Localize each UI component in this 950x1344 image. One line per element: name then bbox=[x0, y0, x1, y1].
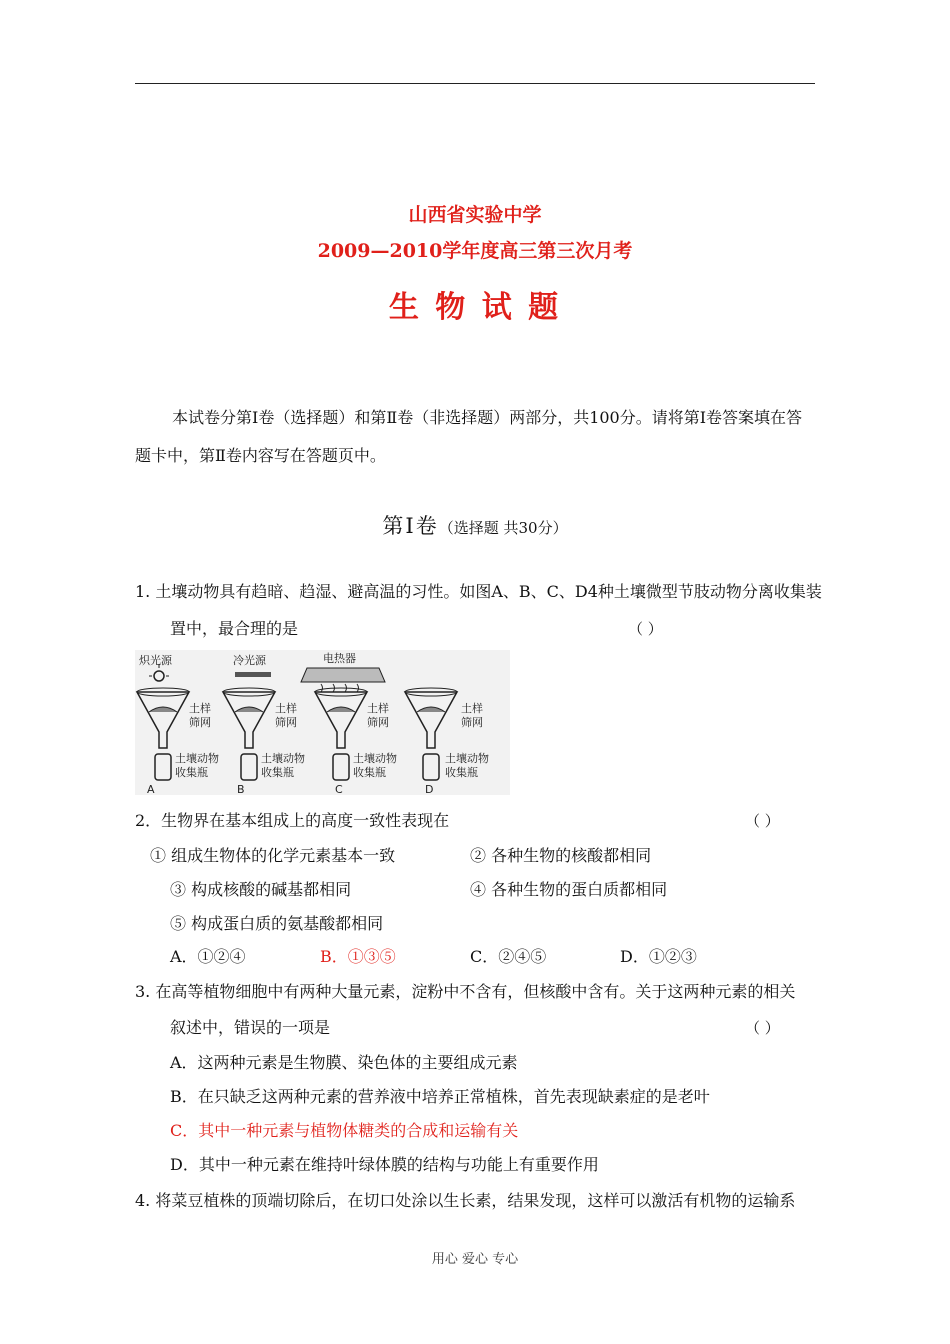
q2-option-a: A．①②④ bbox=[170, 947, 246, 966]
q2-statement-3: ③ 构成核酸的碱基都相同 bbox=[170, 880, 352, 899]
mesh-label-b: 筛网 bbox=[275, 716, 297, 729]
soil-label-b: 土样 bbox=[275, 702, 297, 715]
letter-b: B bbox=[237, 783, 245, 795]
heater-c-label: 电热器 bbox=[323, 652, 356, 665]
intro-line-2: 题卡中，第Ⅱ卷内容写在答题页中。 bbox=[135, 446, 386, 465]
q2-answer-paren: （ ） bbox=[745, 812, 780, 830]
page-footer: 用心 爱心 专心 bbox=[431, 1252, 519, 1267]
q1-line-2: 置中，最合理的是 bbox=[170, 619, 299, 638]
intro-line-1: 本试卷分第Ⅰ卷（选择题）和第Ⅱ卷（非选择题）两部分，共100分。请将第Ⅰ卷答案填在答 bbox=[172, 408, 803, 427]
exam-title: 2009—2010学年度高三第三次月考 bbox=[317, 240, 633, 262]
q1-apparatus-figure bbox=[135, 650, 510, 795]
q2-stem: 2．生物界在基本组成上的高度一致性表现在 bbox=[135, 811, 450, 830]
bottle-label-b2: 收集瓶 bbox=[261, 766, 294, 779]
q4-line-1: 4. 将菜豆植株的顶端切除后，在切口处涂以生长素，结果发现，这样可以激活有机物的运输系 bbox=[135, 1191, 796, 1210]
apparatus-b bbox=[223, 653, 305, 795]
apparatus-a bbox=[137, 653, 219, 795]
q1-answer-paren: （ ） bbox=[628, 620, 663, 638]
letter-a: A bbox=[147, 783, 155, 795]
q2-statement-4: ④ 各种生物的蛋白质都相同 bbox=[470, 880, 668, 899]
q2-option-c: C．②④⑤ bbox=[470, 947, 547, 966]
light-source-b-label: 冷光源 bbox=[233, 654, 266, 667]
q1-line-1: 1. 土壤动物具有趋暗、趋湿、避高温的习性。如图A、B、C、D4种土壤微型节肢动物分离收集装 bbox=[135, 582, 822, 601]
q3-option-c: C．其中一种元素与植物体糖类的合成和运输有关 bbox=[170, 1121, 519, 1140]
section-title-sub: （选择题 共30分） bbox=[438, 519, 568, 537]
q3-option-b: B．在只缺乏这两种元素的营养液中培养正常植株，首先表现缺素症的是老叶 bbox=[170, 1087, 710, 1106]
letter-d: D bbox=[425, 783, 434, 795]
soil-label-d: 土样 bbox=[461, 702, 483, 715]
bottle-label-b1: 土壤动物 bbox=[261, 752, 305, 765]
bottle-label-d2: 收集瓶 bbox=[445, 766, 478, 779]
school-name: 山西省实验中学 bbox=[408, 204, 542, 226]
mesh-label-d: 筛网 bbox=[461, 716, 483, 729]
letter-c: C bbox=[335, 783, 343, 795]
bottle-label-d1: 土壤动物 bbox=[445, 752, 489, 765]
apparatus-d bbox=[405, 688, 489, 795]
q2-option-b: B．①③⑤ bbox=[320, 947, 396, 966]
q2-statement-1: ① 组成生物体的化学元素基本一致 bbox=[150, 846, 396, 865]
soil-label-c: 土样 bbox=[367, 702, 389, 715]
bottle-label-c1: 土壤动物 bbox=[353, 752, 397, 765]
bottle-label-c2: 收集瓶 bbox=[353, 766, 386, 779]
mesh-label-c: 筛网 bbox=[367, 716, 389, 729]
q2-option-d: D．①②③ bbox=[620, 947, 697, 966]
subject-title: 生 物 试 题 bbox=[388, 290, 562, 325]
light-source-a-label: 炽光源 bbox=[139, 654, 172, 667]
bottle-label-a1: 土壤动物 bbox=[175, 752, 219, 765]
q2-statement-2: ② 各种生物的核酸都相同 bbox=[470, 846, 652, 865]
q3-line-1: 3. 在高等植物细胞中有两种大量元素，淀粉中不含有，但核酸中含有。关于这两种元素的相关 bbox=[135, 982, 796, 1001]
soil-label-a: 土样 bbox=[189, 702, 211, 715]
q3-line-2: 叙述中，错误的一项是 bbox=[170, 1018, 331, 1037]
section-title-main: 第Ⅰ卷 bbox=[382, 514, 439, 538]
q3-option-d: D．其中一种元素在维持叶绿体膜的结构与功能上有重要作用 bbox=[170, 1155, 599, 1174]
q3-answer-paren: （ ） bbox=[745, 1019, 780, 1037]
q3-option-a: A．这两种元素是生物膜、染色体的主要组成元素 bbox=[170, 1053, 518, 1072]
q2-statement-5: ⑤ 构成蛋白质的氨基酸都相同 bbox=[170, 914, 384, 933]
bottle-label-a2: 收集瓶 bbox=[175, 766, 208, 779]
mesh-label-a: 筛网 bbox=[189, 716, 211, 729]
top-rule bbox=[135, 83, 815, 84]
section-title bbox=[0, 510, 950, 540]
apparatus-c bbox=[301, 651, 397, 795]
